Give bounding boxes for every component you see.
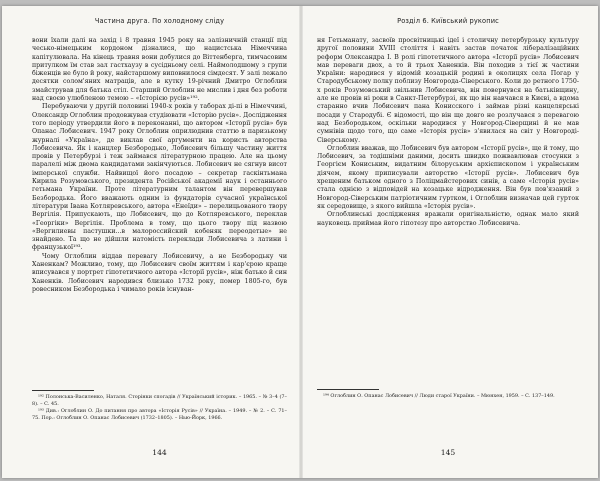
left-page: [32, 6, 287, 478]
paragraph: Чому Оглоблин віддав перевагу Лобисевичу, а не Безбородьку чи Ханенкам? Можливо, тому, що Лобисевич своїм життям і кар'єрою краще вписувався у портрет гіпотетичного автора «Історії русів», ніж батько й син Ханенків. Лобисевич народився близько 1732 року, помер 1805-го, був ровесником Безбородька і чимало років існуван-: [32, 252, 287, 293]
footnote-rule: [32, 390, 94, 391]
footnote: ¹⁹⁴ Оглоблин О. Опанас Лобисевич // Люди старої України. – Мюнхен, 1959. – С. 137–149.: [323, 393, 555, 399]
right-page: [317, 6, 579, 478]
right-page-body: [317, 37, 579, 228]
left-page-body: [32, 37, 287, 294]
footnotes-right: [317, 393, 579, 401]
paragraph: вони їхали далі на захід і 8 травня 1945 року на залізничній станції під чесько-німецьким кордоном дізналися, що нацистська Німеччина капітулювала. На кінець травня вони добулися до Віттенберга, тимчасовим притулком їм став зал гастхаузу в сусідньому селі. Наймолодшому з групи біженців не було й року, найстаршому виповнилося сімдесят. У залі лежало десятки солом'яних матраців, але в кутку 19-річний Дмитро Оглоблин змайстрував для батька стіл. Старший Оглоблин не мислив і дня без роботи над своєю улюбленою темою – «Історією русів»¹⁹².: [32, 37, 287, 103]
paragraph: Перебуваючи у другій половині 1940-х років у таборах ді-пі в Німеччині, Олександр Оглоблин продовжував студіювати «Історію русів». Дослідження того періоду утвердили його в переконанні, що автором «Історії русів» був Опанас Лобисевич. 1947 року Оглоблин оприлюднив статтю в паризькому журналі «Україна», де виклав свої аргументи на користь авторства Лобисевича. Як і канцлер Безбородько, Лобисевич більшу частину життя провів у Петербурзі і теж займався літературною працею. Але на цьому паралелі між двома кандидатами закінчуються. Лобисевич не сягнув висот імперської служби. Найвищої його посадою – секретар гаскінтьмана Кирила Розумовського, президента Російської академії наук і останнього гетьмана України. Проте літературним талантом він перевершував Безбородька. Його вважають одним із фундаторів сучасної української літератури Івана Котляревського, автора «Енеїди» – перелицьованого твору Вергілія. Припускають, що Лобисевич, що до Котляревського, переклав «Георгіки» Вергілія. Проблема в тому, що цього твору під назвою «Вергилиевы пастушки...в малороссийский кобеняк переодетые» не знайдено. Та що не дійшли натомість переклади Лобисевичa з латини і французької¹⁹³.: [32, 103, 287, 252]
footnotes-left: [32, 394, 287, 422]
running-head-right: Розділ 6. Київський рукопис: [397, 17, 499, 25]
footnote-rule: [317, 389, 379, 390]
paragraph: Оглоблин вважав, що Лобисевич був автором «Історії русів», ще й тому, що Лобисевич, за тодішніми даними, досить швидко пожвавлював стосунки з Георгієм Кониським, видатним білоруським архієпископом і українським діячем, якому приписували авторство «Історії русів». Лобисевич був хрещеним батьком одного з Поліцмайстерових синів, а саме «Історія русів» стала однією з відповідей на козацьке відродження. Він був пов'язаний з Новгород-Сіверським патріотичним гуртком, і Оглоблин визначав цей гурток як середовище, з якого вийшла «Історія русів».: [317, 144, 579, 210]
footnote: ¹⁹² Полонська-Василенко, Наталя. Сторінки спогадів // Український історик. – 1965. – № 3–4 (7–8). – С. 45.: [32, 394, 287, 407]
book-spread: [2, 6, 598, 478]
book-gutter: [299, 6, 303, 478]
running-head-left: Частина друга. По холодному сліду: [94, 17, 225, 25]
paragraph: ня Гетьманату, засвоїв просвітницькі ідеї і столичну петербурзьку культуру другої половини XVIII століття і навіть застав початок лібералізаційних реформ Олександра І. В ролі гіпотетичного автора «Історії русів» Лобисевич мав переваги двох, а то й трьох Ханенків. Він походив з тієї ж частини України: народився у відомій козацькій родині в околицях села Погар у Стародубському полку поблизу Новгорода-Сіверського. Коли до ретного 1750-х років Розумовський звільнив Лобисевича, він повернувся на батьківщину, але не провів ні роки в Санкт-Петербурзі, як що він навчався в Києві, а вдома старанно вчив Лобисевич пана Конисского і займав різні канцелярські посади у Стародубі. Є відомості, що він ще довго не розлучався з перевагою над Безбородьком, оскільки народився у Новгород-Сіверщині й не мав сумнівів щодо того, що саме «Історія русів» з'явилася на світ у Новгороді-Сіверському.: [317, 37, 579, 144]
page-number-left: 144: [152, 448, 167, 457]
footnote: ¹⁹³ Див.: Оглоблин О. До питання про автора «Історія Русів» // Україна. – 1949. – № 2. – С. 71–75. Пор.: Оглоблин О. Опанас Лобисевич (1732–1805). – Нью-Йорк, 1966.: [32, 408, 287, 421]
page-number-right: 145: [440, 448, 456, 457]
paragraph: Оглоблинські дослідження вражали оригінальністю, однак мало який науковець приймав його гіпотезу про авторство Лобисевича.: [317, 211, 579, 227]
